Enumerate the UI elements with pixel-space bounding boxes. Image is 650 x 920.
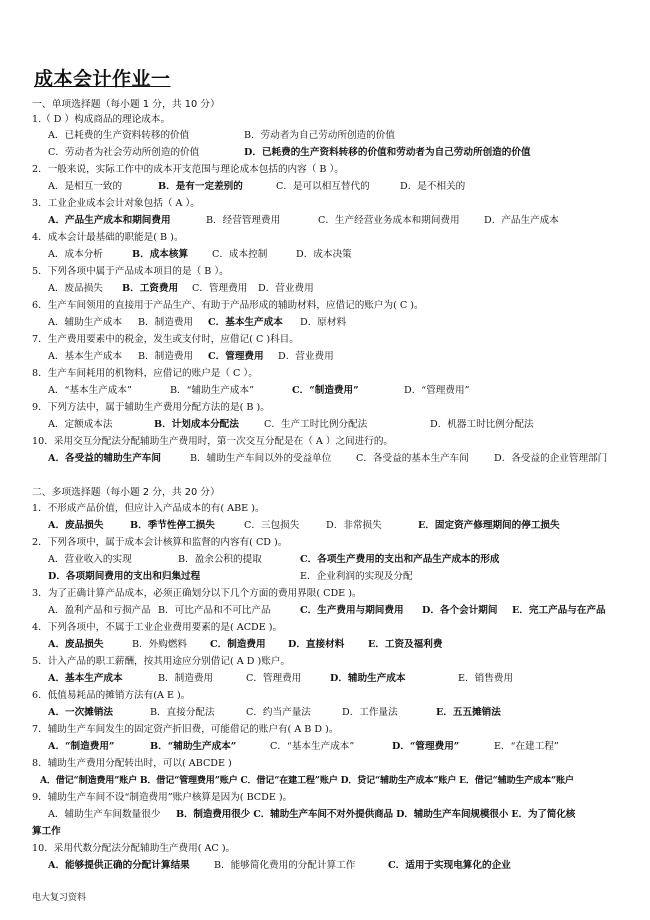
m2-option-b: B．盈余公积的提取 bbox=[178, 554, 262, 565]
q5-option-a: A．废品损失 bbox=[48, 283, 103, 294]
q6-option-a: A．辅助生产成本 bbox=[48, 317, 123, 328]
m7-option-c: C．“基本生产成本” bbox=[270, 741, 355, 752]
q8-option-b: B．“辅助生产成本” bbox=[170, 385, 255, 396]
footer-note: 电大复习资料 bbox=[32, 893, 87, 903]
q3-option-a-answer: A．产品生产成本和期间费用 bbox=[48, 215, 171, 226]
q1-option-b: B．劳动者为自己劳动所创造的价值 bbox=[244, 130, 395, 141]
m4-option-b: B．外购燃料 bbox=[132, 639, 188, 650]
q7-option-a: A．基本生产成本 bbox=[48, 351, 123, 362]
q7-option-b: B．制造费用 bbox=[138, 351, 194, 362]
mquestion-10: 10．采用代数分配法分配辅助生产费用( AC )。 bbox=[32, 843, 236, 854]
q8-option-c-answer: C．“制造费用” bbox=[292, 385, 359, 396]
m7-option-d: D．“管理费用” bbox=[392, 741, 460, 752]
q2-option-b-answer: B．是有一定差别的 bbox=[158, 181, 243, 192]
m5-option-a: A．基本生产成本 bbox=[48, 673, 123, 684]
q1-option-c: C．劳动者为社会劳动所创造的价值 bbox=[48, 147, 200, 158]
m3-option-c: C．生产费用与期间费用 bbox=[300, 605, 404, 616]
m6-option-b: B．直接分配法 bbox=[150, 707, 215, 718]
q8-option-a: A．“基本生产成本” bbox=[48, 385, 132, 396]
q4-option-d: D．成本决策 bbox=[296, 249, 352, 260]
m5-option-c: C．管理费用 bbox=[246, 673, 302, 684]
mquestion-9: 9．辅助生产车间不设“制造费用”账户核算是因为( BCDE )。 bbox=[32, 792, 293, 803]
m9-option-a: A．辅助生产车间数量很少 bbox=[48, 809, 161, 820]
m8-options: A．借记“制造费用”账户 B．借记“管理费用”账户 C．借记“在建工程”账户 D．贷记“辅助生产成本”账户 E．借记“辅助生产成本”账户 bbox=[40, 775, 574, 786]
m2-option-c: C．各项生产费用的支出和产品生产成本的形成 bbox=[300, 554, 500, 565]
q4-option-a: A．成本分析 bbox=[48, 249, 103, 260]
m3-option-d: D．各个会计期间 bbox=[422, 605, 498, 616]
q7-option-d: D．营业费用 bbox=[278, 351, 334, 362]
m10-option-a: A．能够提供正确的分配计算结果 bbox=[48, 860, 190, 871]
q3-option-c: C．生产经营业务成本和期间费用 bbox=[318, 215, 460, 226]
q6-option-b: B．制造费用 bbox=[138, 317, 194, 328]
m2-option-e: E．企业利润的实现及分配 bbox=[300, 571, 413, 582]
m3-option-a: A．盈利产品和亏损产品 bbox=[48, 605, 151, 616]
q6-option-c-answer: C．基本生产成本 bbox=[208, 317, 283, 328]
m5-option-b: B．制造费用 bbox=[158, 673, 214, 684]
m9-option-e-continued: 算工作 bbox=[32, 826, 61, 837]
q1-option-a: A．已耗费的生产资料转移的价值 bbox=[48, 130, 190, 141]
question-8: 8．生产车间耗用的机物料，应借记的账户是（ C ）。 bbox=[32, 368, 258, 379]
q3-option-b: B．经营管理费用 bbox=[206, 215, 281, 226]
q9-option-b-answer: B．计划成本分配法 bbox=[154, 419, 239, 430]
q1-option-d-answer: D．已耗费的生产资料转移的价值和劳动者为自己劳动所创造的价值 bbox=[244, 147, 531, 158]
q4-option-b-answer: B．成本核算 bbox=[132, 249, 189, 260]
m7-option-b: B．“辅助生产成本” bbox=[150, 741, 237, 752]
m4-option-e: E．工资及福利费 bbox=[368, 639, 443, 650]
m7-option-e: E．“在建工程” bbox=[494, 741, 559, 752]
q9-option-c: C．生产工时比例分配法 bbox=[264, 419, 368, 430]
question-5: 5．下列各项中属于产品成本项目的是（ B ）。 bbox=[32, 266, 229, 277]
m2-option-a: A．营业收入的实现 bbox=[48, 554, 132, 565]
page-title: 成本会计作业一 bbox=[34, 68, 171, 90]
q2-option-c: C．是可以相互替代的 bbox=[276, 181, 370, 192]
q10-option-d: D．各受益的企业管理部门 bbox=[494, 453, 608, 464]
section-heading-single-choice: 一、单项选择题（每小题 1 分，共 10 分） bbox=[32, 99, 220, 110]
question-6: 6．生产车间领用的直接用于产品生产、有助于产品形成的辅助材料，应借记的账户为( C )。 bbox=[32, 300, 424, 311]
q5-option-b-answer: B．工资费用 bbox=[122, 283, 179, 294]
mquestion-7: 7．辅助生产车间发生的固定资产折旧费，可能借记的账户有( A B D )。 bbox=[32, 724, 339, 735]
m5-option-d: D．辅助生产成本 bbox=[330, 673, 406, 684]
mquestion-8: 8．辅助生产费用分配转出时，可以( ABCDE ) bbox=[32, 758, 232, 769]
m1-option-d: D．非常损失 bbox=[326, 520, 382, 531]
mquestion-2: 2．下列各项中，属于成本会计核算和监督的内容有( CD )。 bbox=[32, 537, 288, 548]
m4-option-a: A．废品损失 bbox=[48, 639, 104, 650]
mquestion-1: 1．不形成产品价值，但应计入产品成本的有( ABE )。 bbox=[32, 503, 265, 514]
q3-option-d: D．产品生产成本 bbox=[484, 215, 559, 226]
q7-option-c-answer: C．管理费用 bbox=[208, 351, 264, 362]
m5-option-e: E．销售费用 bbox=[458, 673, 513, 684]
mquestion-6: 6．低值易耗品的摊销方法有(A E )。 bbox=[32, 690, 191, 701]
q10-option-a-answer: A．各受益的辅助生产车间 bbox=[48, 453, 161, 464]
q9-option-d: D．机器工时比例分配法 bbox=[430, 419, 534, 430]
mquestion-3: 3．为了正确计算产品成本，必须正确划分以下几个方面的费用界限( CDE )。 bbox=[32, 588, 362, 599]
m4-option-d: D．直接材料 bbox=[288, 639, 345, 650]
question-2: 2．一般来说，实际工作中的成本开支范围与理论成本包括的内容（ B ）。 bbox=[32, 164, 344, 175]
mquestion-5: 5．计入产品的职工薪酬，按其用途应分别借记( A D )账户。 bbox=[32, 656, 291, 667]
q10-option-b: B．辅助生产车间以外的受益单位 bbox=[190, 453, 332, 464]
m6-option-d: D．工作量法 bbox=[342, 707, 398, 718]
m9-options-b-to-e: B．制造费用很少 C．辅助生产车间不对外提供商品 D．辅助生产车间规模很小 E．为了简化核 bbox=[176, 809, 576, 820]
q5-option-c: C．管理费用 bbox=[192, 283, 248, 294]
m3-option-b: B．可比产品和不可比产品 bbox=[158, 605, 271, 616]
mquestion-4: 4．下列各项中，不属于工业企业费用要素的是( ACDE )。 bbox=[32, 622, 283, 633]
question-10: 10．采用交互分配法分配辅助生产费用时，第一次交互分配是在（ A ）之间进行的。 bbox=[32, 436, 394, 447]
question-3: 3．工业企业成本会计对象包括（ A ）。 bbox=[32, 198, 200, 209]
m10-option-b: B．能够简化费用的分配计算工作 bbox=[214, 860, 356, 871]
q10-option-c: C．各受益的基本生产车间 bbox=[356, 453, 469, 464]
q8-option-d: D．“管理费用” bbox=[404, 385, 470, 396]
question-1: 1.（ D ）构成商品的理论成本。 bbox=[32, 114, 171, 125]
question-4: 4．成本会计最基础的职能是( B )。 bbox=[32, 232, 184, 243]
m2-option-d: D．各项期间费用的支出和归集过程 bbox=[48, 571, 201, 582]
m6-option-e: E．五五摊销法 bbox=[436, 707, 501, 718]
m1-option-e: E．固定资产修理期间的停工损失 bbox=[418, 520, 560, 531]
m3-option-e: E．完工产品与在产品 bbox=[512, 605, 606, 616]
q4-option-c: C．成本控制 bbox=[212, 249, 268, 260]
q2-option-d: D．是不相关的 bbox=[400, 181, 466, 192]
q2-option-a: A．是相互一致的 bbox=[48, 181, 123, 192]
q9-option-a: A．定额成本法 bbox=[48, 419, 113, 430]
section-heading-multiple-choice: 二、多项选择题（每小题 2 分，共 20 分） bbox=[32, 487, 220, 498]
m1-option-a: A．废品损失 bbox=[48, 520, 104, 531]
q5-option-d: D．营业费用 bbox=[258, 283, 314, 294]
m1-option-c: C．三包损失 bbox=[244, 520, 300, 531]
m7-option-a: A．“制造费用” bbox=[48, 741, 115, 752]
q6-option-d: D．原材料 bbox=[300, 317, 347, 328]
question-9: 9．下列方法中，属于辅助生产费用分配方法的是( B )。 bbox=[32, 402, 270, 413]
m4-option-c: C．制造费用 bbox=[210, 639, 266, 650]
m6-option-a: A．一次摊销法 bbox=[48, 707, 114, 718]
m10-option-c: C．适用于实现电算化的企业 bbox=[388, 860, 511, 871]
m1-option-b: B．季节性停工损失 bbox=[130, 520, 215, 531]
m6-option-c: C．约当产量法 bbox=[246, 707, 311, 718]
question-7: 7．生产费用要素中的税金，发生或支付时，应借记( C )科目。 bbox=[32, 334, 299, 345]
